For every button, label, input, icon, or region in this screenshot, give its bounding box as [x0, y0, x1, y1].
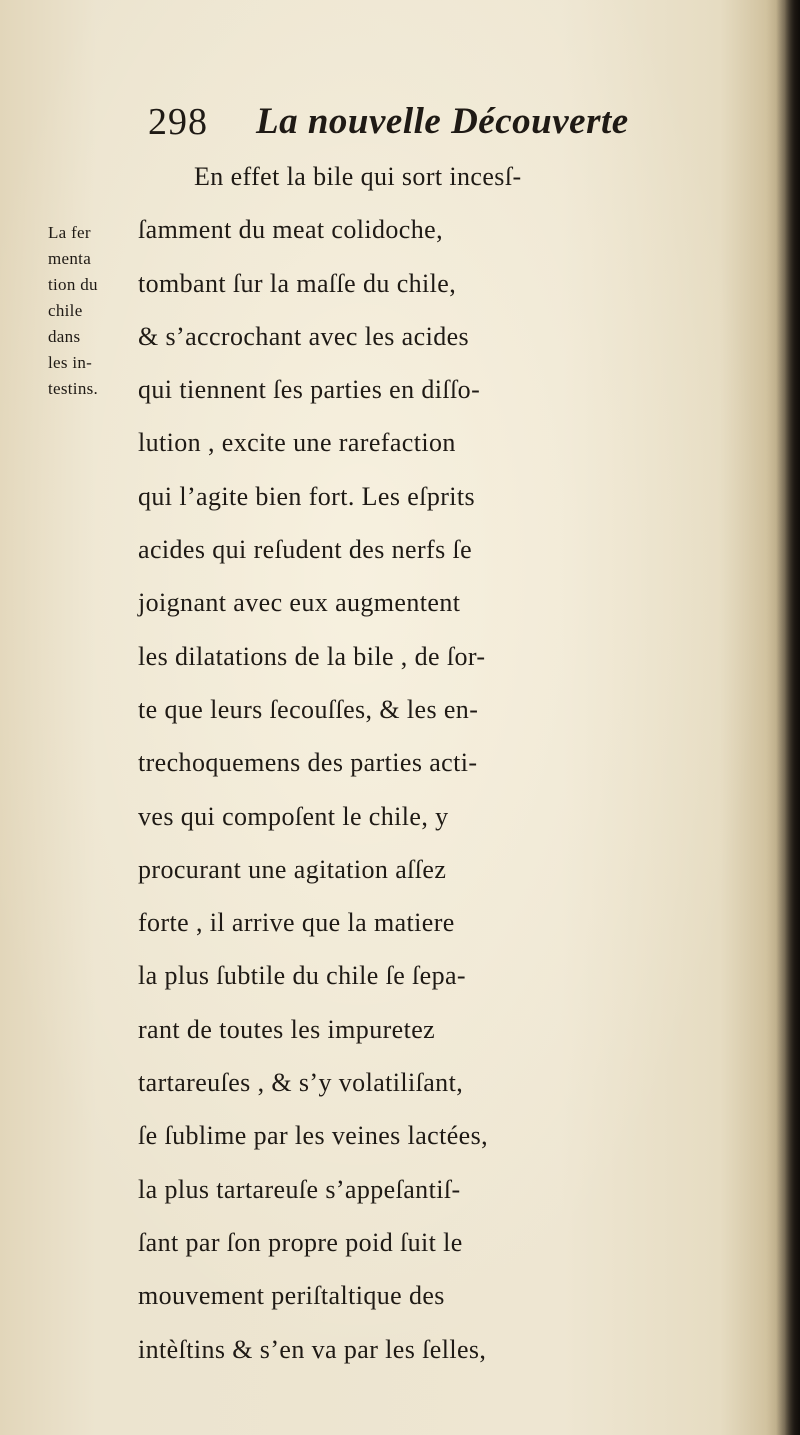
marginal-note-line: La fer: [48, 223, 91, 242]
text-line: En effet la bile qui sort incesſ-: [194, 162, 522, 191]
text-line: trechoquemens des parties acti-: [138, 748, 478, 778]
page-number: 298: [148, 101, 208, 143]
text-line: te que leurs ſecouſſes, & les en-: [138, 694, 479, 724]
text-line: tombant ſur la maſſe du chile,: [138, 268, 457, 298]
running-title: La nouvelle Découverte: [256, 101, 629, 142]
text-line: ſant par ſon propre poid ſuit le: [138, 1227, 463, 1257]
text-line: les dilatations de la bile , de ſor-: [138, 641, 486, 671]
text-line: mouvement periſtaltique des: [138, 1281, 445, 1311]
marginal-note-line: testins.: [48, 379, 99, 398]
page-header: [148, 98, 708, 146]
text-line: & s’accrochant avec les acides: [138, 321, 470, 351]
marginal-note-line: les in-: [48, 353, 93, 372]
body-text: [138, 150, 770, 1376]
text-line: acides qui reſudent des nerfs ſe: [138, 535, 473, 565]
text-line: intèſtins & s’en va par les ſelles,: [138, 1334, 487, 1364]
text-line: tartareuſes , & s’y volatiliſant,: [138, 1068, 464, 1098]
text-line: ves qui compoſent le chile, y: [138, 801, 449, 831]
text-line: rant de toutes les impuretez: [138, 1014, 436, 1044]
text-line: procurant une agitation aſſez: [138, 854, 447, 884]
marginal-note: [48, 220, 132, 402]
text-line: ſamment du meat colidoche,: [138, 215, 443, 245]
text-line: qui l’agite bien fort. Les eſprits: [138, 481, 476, 511]
text-line: ſe ſublime par les veines lactées,: [138, 1121, 489, 1151]
text-line: qui tiennent ſes parties en diſſo-: [138, 375, 481, 405]
text-line: lution , excite une rarefaction: [138, 428, 456, 458]
text-line: joignant avec eux augmentent: [138, 588, 461, 618]
marginal-note-line: tion du: [48, 275, 98, 294]
marginal-note-line: dans: [48, 327, 81, 346]
marginal-note-line: menta: [48, 249, 92, 268]
text-line: la plus tartareuſe s’appeſantiſ-: [138, 1174, 461, 1204]
page-gutter-shadow: [766, 0, 800, 1435]
text-line: forte , il arrive que la matiere: [138, 908, 455, 938]
marginal-note-line: chile: [48, 301, 83, 320]
text-line: la plus ſubtile du chile ſe ſepa-: [138, 961, 466, 991]
